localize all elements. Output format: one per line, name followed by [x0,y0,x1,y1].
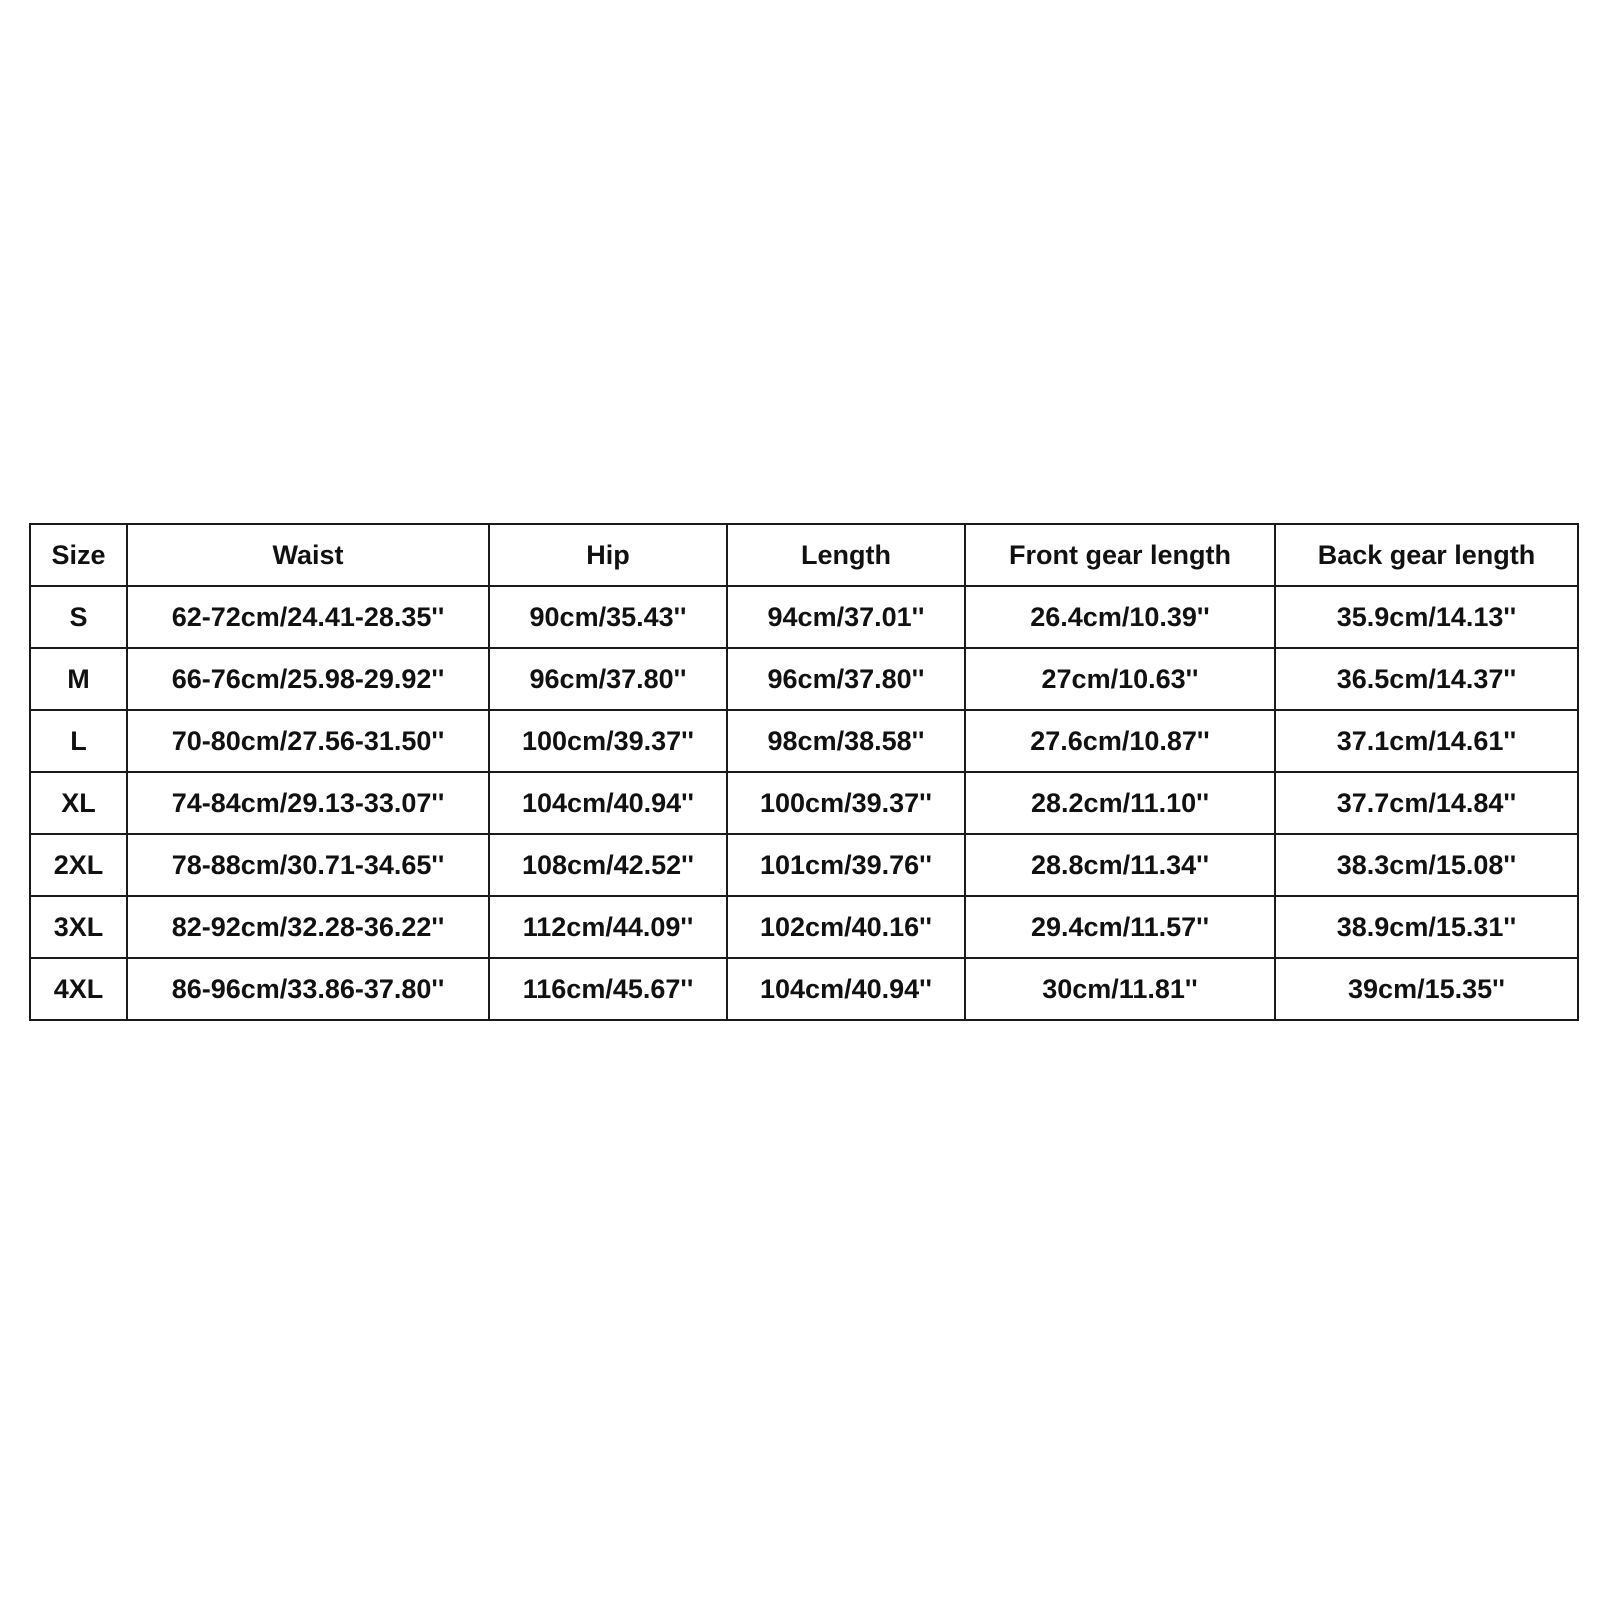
table-row [30,772,1578,834]
hip-cell: 108cm/42.52'' [489,834,727,896]
waist-cell: 74-84cm/29.13-33.07'' [127,772,489,834]
length-cell: 102cm/40.16'' [727,896,965,958]
header-back-gear-length: Back gear length [1275,524,1578,586]
header-waist: Waist [127,524,489,586]
front-gear-length-cell: 26.4cm/10.39'' [965,586,1275,648]
table-row [30,958,1578,1020]
hip-cell: 112cm/44.09'' [489,896,727,958]
hip-cell: 96cm/37.80'' [489,648,727,710]
header-hip: Hip [489,524,727,586]
size-chart-header [30,524,1578,586]
size-cell: L [30,710,127,772]
size-cell: M [30,648,127,710]
size-chart-body [30,586,1578,1020]
front-gear-length-cell: 27cm/10.63'' [965,648,1275,710]
table-row [30,896,1578,958]
header-length: Length [727,524,965,586]
table-row [30,834,1578,896]
waist-cell: 70-80cm/27.56-31.50'' [127,710,489,772]
size-cell: 3XL [30,896,127,958]
waist-cell: 62-72cm/24.41-28.35'' [127,586,489,648]
header-front-gear-length: Front gear length [965,524,1275,586]
length-cell: 104cm/40.94'' [727,958,965,1020]
hip-cell: 90cm/35.43'' [489,586,727,648]
length-cell: 94cm/37.01'' [727,586,965,648]
hip-cell: 116cm/45.67'' [489,958,727,1020]
size-cell: 2XL [30,834,127,896]
front-gear-length-cell: 28.8cm/11.34'' [965,834,1275,896]
length-cell: 98cm/38.58'' [727,710,965,772]
waist-cell: 66-76cm/25.98-29.92'' [127,648,489,710]
length-cell: 100cm/39.37'' [727,772,965,834]
length-cell: 96cm/37.80'' [727,648,965,710]
back-gear-length-cell: 36.5cm/14.37'' [1275,648,1578,710]
back-gear-length-cell: 39cm/15.35'' [1275,958,1578,1020]
front-gear-length-cell: 27.6cm/10.87'' [965,710,1275,772]
front-gear-length-cell: 28.2cm/11.10'' [965,772,1275,834]
table-row [30,648,1578,710]
table-row [30,710,1578,772]
size-cell: XL [30,772,127,834]
back-gear-length-cell: 38.9cm/15.31'' [1275,896,1578,958]
back-gear-length-cell: 35.9cm/14.13'' [1275,586,1578,648]
header-size: Size [30,524,127,586]
hip-cell: 100cm/39.37'' [489,710,727,772]
front-gear-length-cell: 29.4cm/11.57'' [965,896,1275,958]
size-cell: S [30,586,127,648]
back-gear-length-cell: 37.1cm/14.61'' [1275,710,1578,772]
header-row [30,524,1578,586]
waist-cell: 78-88cm/30.71-34.65'' [127,834,489,896]
size-cell: 4XL [30,958,127,1020]
front-gear-length-cell: 30cm/11.81'' [965,958,1275,1020]
waist-cell: 82-92cm/32.28-36.22'' [127,896,489,958]
back-gear-length-cell: 38.3cm/15.08'' [1275,834,1578,896]
size-chart-table [29,523,1579,1021]
length-cell: 101cm/39.76'' [727,834,965,896]
back-gear-length-cell: 37.7cm/14.84'' [1275,772,1578,834]
hip-cell: 104cm/40.94'' [489,772,727,834]
waist-cell: 86-96cm/33.86-37.80'' [127,958,489,1020]
table-row [30,586,1578,648]
